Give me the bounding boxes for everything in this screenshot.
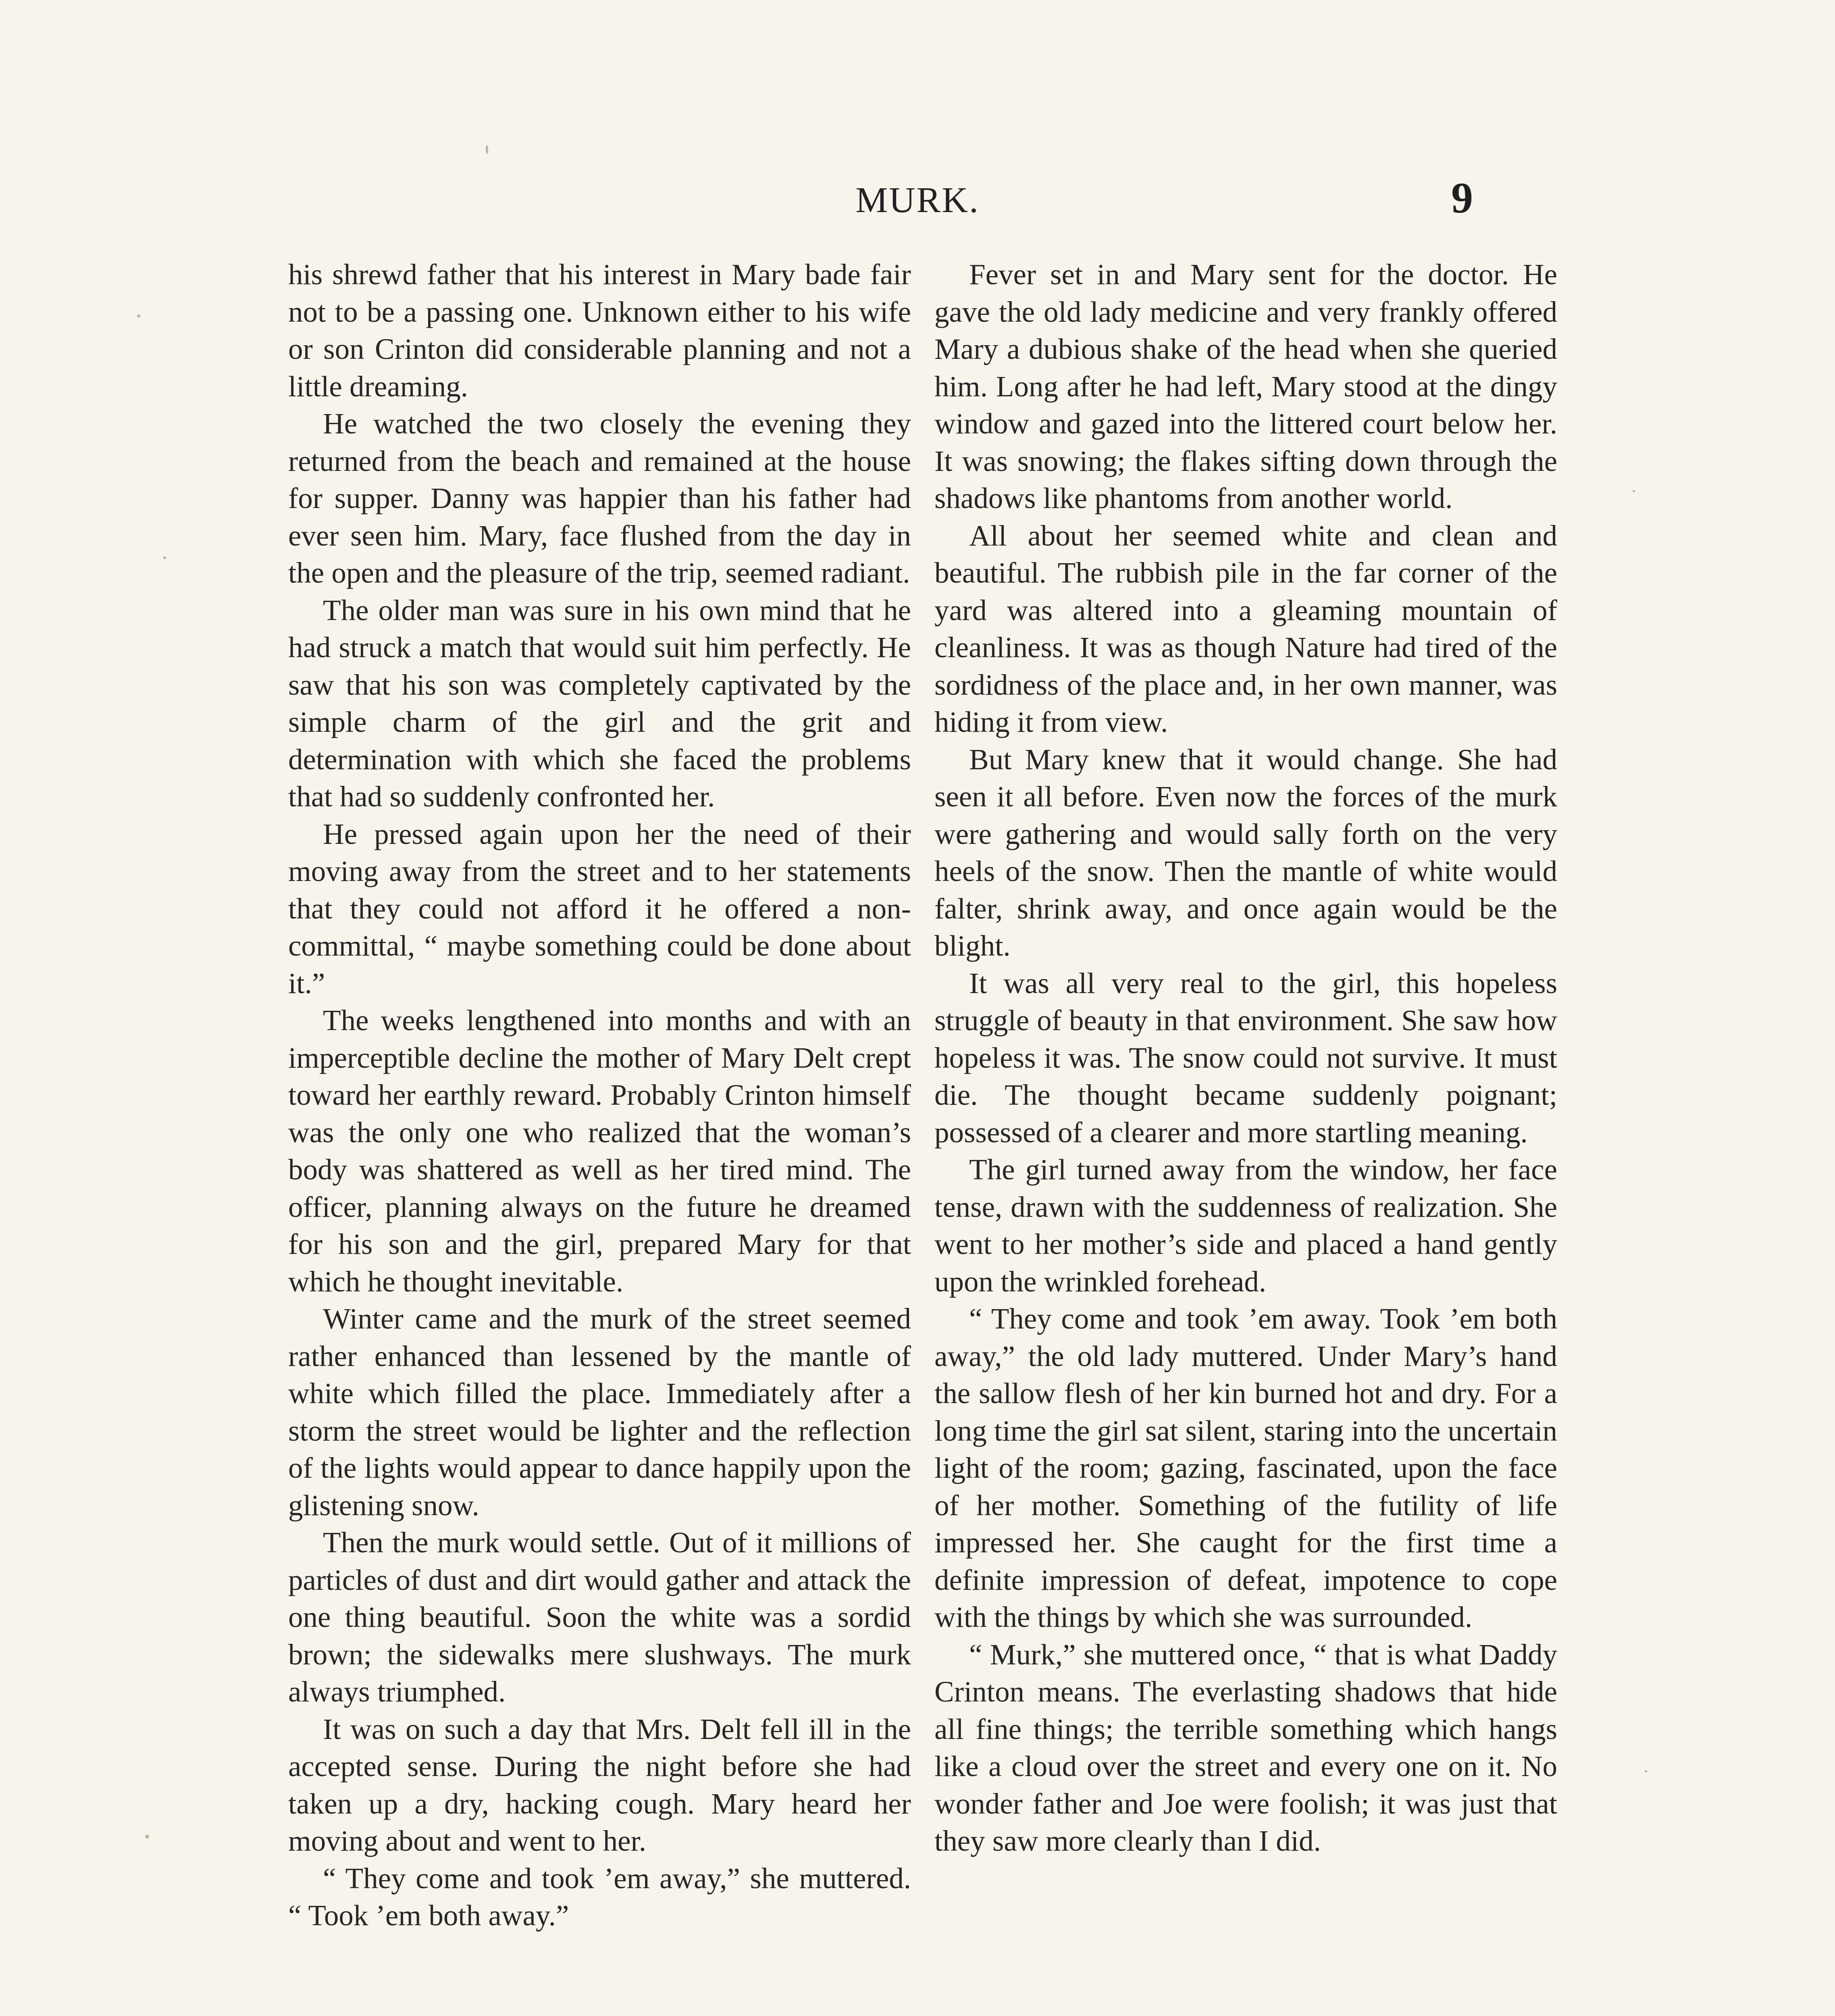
paragraph: Fever set in and Mary sent for the doctor. He gave the old lady medicine and very frankly offered Mary a dubious shake of the head when she queried him. Long after he had left, Mary stood at the dingy window and gazed into the littered court below her. It was snowing; the flakes sifting down through the shadows like phantoms from another world.: [934, 258, 1557, 514]
right-column: [934, 256, 1557, 1860]
paragraph: But Mary knew that it would change. She had seen it all before. Even now the forces of the murk were gathering and would sally forth on the very heels of the snow. Then the mantle of white would falter, shrink away, and once again would be the blight.: [934, 743, 1557, 962]
paragraph: All about her seemed white and clean and beautiful. The rubbish pile in the far corner of the yard was altered into a gleaming mountain of cleanliness. It was as though Nature had tired of the sordidness of the place and, in her own manner, was hiding it from view.: [934, 519, 1557, 738]
left-column: [288, 256, 911, 1935]
running-title: MURK.: [855, 180, 980, 220]
paragraph: The weeks lengthened into months and with an imperceptible decline the mother of Mary Delt crept toward her earthly reward. Probably Crinton himself was the only one who realized that the woman’s body was shattered as well as her tired mind. The officer, planning always on the future he dreamed for his son and the girl, prepared Mary for that which he thought inevitable.: [288, 1004, 911, 1298]
paragraph: He pressed again upon her the need of their moving away from the street and to her statements that they could not afford it he offered a non-committal, “ maybe something could be done about it.”: [288, 817, 911, 1000]
paragraph: “ They come and took ’em away. Took ’em both away,” the old lady muttered. Under Mary’s hand the sallow flesh of her kin burned hot and dry. For a long time the girl sat silent, staring into the uncertain light of the room; gazing, fascinated, upon the face of her mother. Something of the futility of life impressed her. She caught for the first time a definite impression of defeat, impotence to cope with the things by which she was surrounded.: [934, 1302, 1557, 1633]
paragraph: “ Murk,” she muttered once, “ that is what Daddy Crinton means. The everlasting shadows that hide all fine things; the terrible something which hangs like a cloud over the street and every one on it. No wonder father and Joe were foolish; it was just that they saw more clearly than I did.: [934, 1638, 1557, 1857]
paragraph: his shrewd father that his interest in Mary bade fair not to be a passing one. Unknown either to his wife or son Crinton did considerable planning and not a little dreaming.: [288, 258, 911, 403]
paragraph: Winter came and the murk of the street seemed rather enhanced than lessened by the mantle of white which filled the place. Immediately after a storm the street would be lighter and the reflection of the lights would appear to dance happily upon the glistening snow.: [288, 1302, 911, 1522]
paper-speck: [486, 145, 488, 154]
page-number: 9: [1451, 174, 1473, 222]
paper-speck: [1633, 490, 1635, 492]
paper-speck: [1645, 1770, 1647, 1772]
paragraph: He watched the two closely the evening they returned from the beach and remained at the house for supper. Danny was happier than his father had ever seen him. Mary, face flushed from the day in the open and the pleasure of the trip, seemed radiant.: [288, 407, 911, 589]
paragraph: It was on such a day that Mrs. Delt fell ill in the accepted sense. During the night before she had taken up a dry, hacking cough. Mary heard her moving about and went to her.: [288, 1712, 911, 1857]
paragraph: It was all very real to the girl, this hopeless struggle of beauty in that environment. She saw how hopeless it was. The snow could not survive. It must die. The thought became suddenly poignant; possessed of a clearer and more startling meaning.: [934, 966, 1557, 1149]
paper-speck: [163, 556, 166, 559]
paragraph: The older man was sure in his own mind that he had struck a match that would suit him perfectly. He saw that his son was completely captivated by the simple charm of the girl and the grit and determination with which she faced the problems that had so suddenly confronted her.: [288, 594, 911, 813]
paragraph: The girl turned away from the window, her face tense, drawn with the suddenness of realization. She went to her mother’s side and placed a hand gently upon the wrinkled forehead.: [934, 1153, 1557, 1298]
paragraph: “ They come and took ’em away,” she muttered. “ Took ’em both away.”: [288, 1862, 911, 1932]
paper-speck: [137, 314, 140, 318]
paragraph: Then the murk would settle. Out of it millions of particles of dust and dirt would gather and attack the one thing beautiful. Soon the white was a sordid brown; the sidewalks mere slushways. The murk always triumphed.: [288, 1526, 911, 1708]
paper-speck: [145, 1835, 149, 1839]
